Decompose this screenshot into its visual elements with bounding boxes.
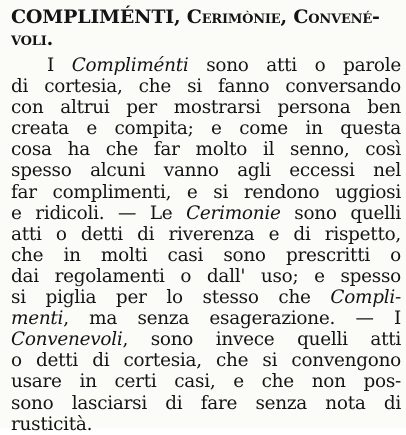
text-line [11,287,401,308]
text-segment: di cortesia, che si fanno conversando [11,76,401,98]
entry-separator: , [173,6,181,28]
text-line [11,160,401,181]
text-segment: si piglia per lo stesso che [11,287,331,309]
text-segment: far complimenti, e si rendono uggiosi [11,181,401,203]
text-line [11,414,401,435]
text-line [11,139,401,160]
text-line [11,350,401,371]
text-segment: rusticità. [11,413,93,435]
text-segment: creata e compita; e come in questa [11,118,401,140]
text-line [11,245,401,266]
text-segment: cosa ha che far molto il senno, così [11,139,401,161]
entry-synonym-convenevoli: Convené- [293,6,380,28]
text-line [11,329,401,350]
text-segment: che in molti casi sono prescritti o [11,244,401,266]
text-segment: dai regolamenti o dall' uso; e spesso [11,265,401,287]
text-segment: , sono invece quelli atti [122,329,401,351]
italic-term: Convenevoli [11,329,123,351]
text-segment: sono quelli [280,202,401,224]
entry-separator: , [280,6,287,28]
text-line [11,97,401,118]
entry-heading [11,5,401,29]
text-segment: atti o detti di riverenza e di rispetto, [11,223,401,245]
text-segment: sono atti o parole [188,55,401,76]
text-line [11,371,401,392]
text-segment: usare in certi casi, e che non pos- [11,371,401,393]
text-segment: I [47,55,72,76]
text-line [11,203,401,224]
text-segment: , ma senza esagerazione. — I [63,308,401,330]
text-line [11,308,401,329]
text-segment: e ridicoli. — Le [11,202,187,224]
italic-term: menti [11,308,64,330]
entry-headword: COMPLIMÉNTI [11,6,174,28]
text-line [11,55,401,76]
text-line [11,182,401,203]
text-line [11,393,401,414]
entry-synonym-cerimonie: Cerimònie [186,6,281,28]
text-line [11,76,401,97]
entry-definition [11,55,401,435]
italic-term: Compliménti [71,55,189,76]
text-segment: o detti di cortesia, che si convengono [11,350,401,372]
text-segment: con altrui per mostrarsi persona ben [11,97,401,119]
text-segment: spesso alcuni vanno agli eccessi nel [11,160,401,182]
entry-heading-continuation: voli. [11,28,54,50]
text-line [11,118,401,139]
italic-term: Compli- [330,287,401,309]
text-line [11,224,401,245]
text-segment: sono lasciarsi di fare senza nota di [11,392,401,414]
text-line [11,266,401,287]
italic-term: Cerimonie [186,202,281,224]
